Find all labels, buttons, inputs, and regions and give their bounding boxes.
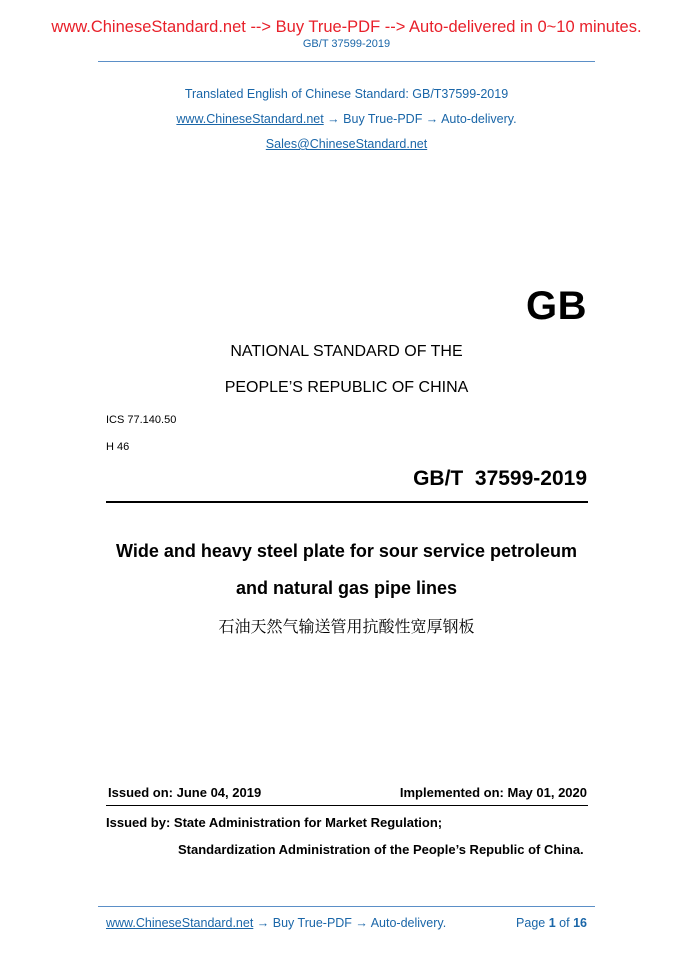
site-link[interactable]: www.ChineseStandard.net: [176, 112, 324, 126]
standard-number-divider: [106, 501, 588, 503]
email-line: [0, 137, 693, 151]
page-label: Page: [516, 916, 546, 930]
national-standard-line2: PEOPLE’S REPUBLIC OF CHINA: [224, 379, 469, 396]
page-current: 1: [548, 916, 556, 930]
page-of: of: [559, 916, 570, 930]
page-number: [516, 916, 587, 930]
translation-note: Translated English of Chinese Standard: GB/T37599-2019: [184, 87, 509, 101]
implemented-on-date: Implemented on: May 01, 2020: [399, 785, 587, 800]
title-english-line1: Wide and heavy steel plate for sour service petroleum: [116, 541, 577, 561]
purchase-text: → Buy True-PDF → Auto-delivery.: [323, 112, 517, 126]
top-banner[interactable]: www.ChineseStandard.net --> Buy True-PDF --> Auto-delivered in 0~10 minutes.: [51, 18, 642, 36]
footer-divider: [98, 906, 595, 907]
header-divider: [98, 61, 595, 62]
title-english-line2: and natural gas pipe lines: [235, 578, 458, 598]
purchase-line: [0, 112, 693, 126]
issued-by-line2: Standardization Administration of the People’s Republic of China.: [178, 842, 584, 857]
dates-divider: [106, 805, 588, 806]
issued-by-line1: Issued by: State Administration for Market Regulation;: [106, 815, 443, 830]
footer-purchase-text: → Buy True-PDF → Auto-delivery.: [253, 916, 447, 930]
national-standard-line1: NATIONAL STANDARD OF THE: [230, 343, 463, 360]
ics-code: ICS 77.140.50: [106, 414, 177, 426]
page-total: 16: [573, 916, 587, 930]
title-chinese: 石油天然气输送管用抗酸性宽厚钢板: [218, 617, 475, 636]
issued-on-date: Issued on: June 04, 2019: [108, 785, 262, 800]
header-standard-code: GB/T 37599-2019: [302, 38, 391, 50]
footer-site-link[interactable]: www.ChineseStandard.net: [106, 916, 254, 930]
footer-purchase-line: [106, 916, 446, 930]
sales-email-link[interactable]: Sales@ChineseStandard.net: [265, 137, 428, 151]
ccs-code: H 46: [106, 441, 130, 453]
standard-number: GB/T 37599-2019: [413, 467, 587, 490]
gb-logo: GB: [526, 284, 587, 328]
